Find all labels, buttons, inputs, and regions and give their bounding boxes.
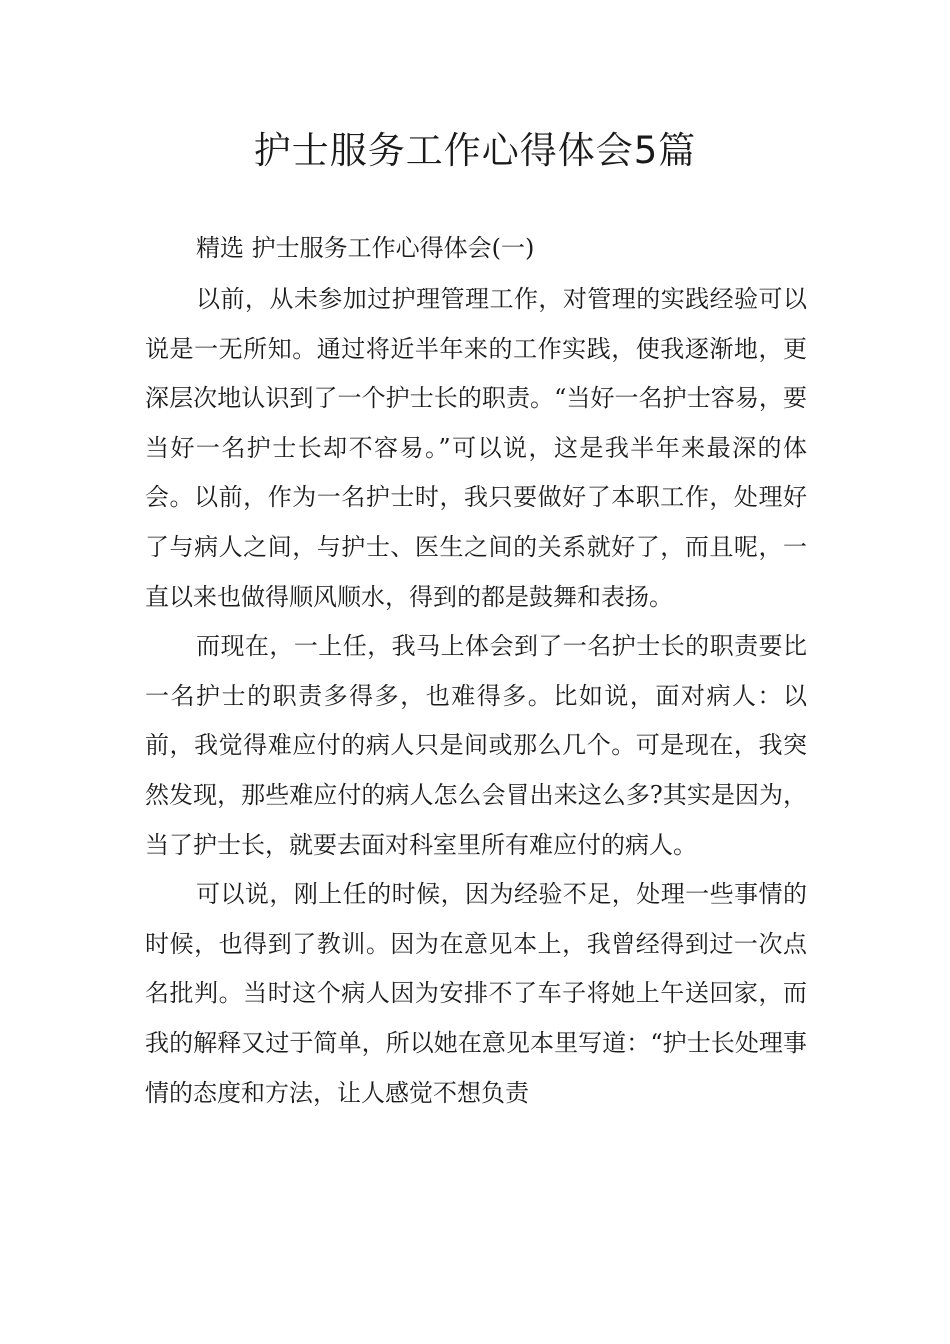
- paragraph-3: 可以说，刚上任的时候，因为经验不足，处理一些事情的时候，也得到了教训。因为在意见本上，我曾经得到过一次点名批判。当时这个病人因为安排不了车子将她上午送回家，而我的解释又过于简单，所以她在意见本里写道：“护士长处理事情的态度和方法，让人感觉不想负责: [145, 880, 807, 1107]
- document-title: 护士服务工作心得体会5篇: [253, 129, 697, 172]
- paragraph-1: 以前，从未参加过护理管理工作，对管理的实践经验可以说是一无所知。通过将近半年来的工作实践，使我逐渐地，更深层次地认识到了一个护士长的职责。“当好一名护士容易，要当好一名护士长却不容易。”可以说，这是我半年来最深的体会。以前，作为一名护士时，我只要做好了本职工作，处理好了与病人之间，与护士、医生之间的关系就好了，而且呢，一直以来也做得顺风顺水，得到的都是鼓舞和表扬。: [145, 285, 807, 611]
- paragraph-2: 而现在，一上任，我马上体会到了一名护士长的职责要比一名护士的职责多得多，也难得多。比如说，面对病人：以前，我觉得难应付的病人只是间或那么几个。可是现在，我突然发现，那些难应付的病人怎么会冒出来这么多?其实是因为，当了护士长，就要去面对科室里所有难应付的病人。: [145, 632, 807, 859]
- section-heading: 精选 护士服务工作心得体会(一): [196, 234, 535, 262]
- document-body: [145, 275, 807, 1118]
